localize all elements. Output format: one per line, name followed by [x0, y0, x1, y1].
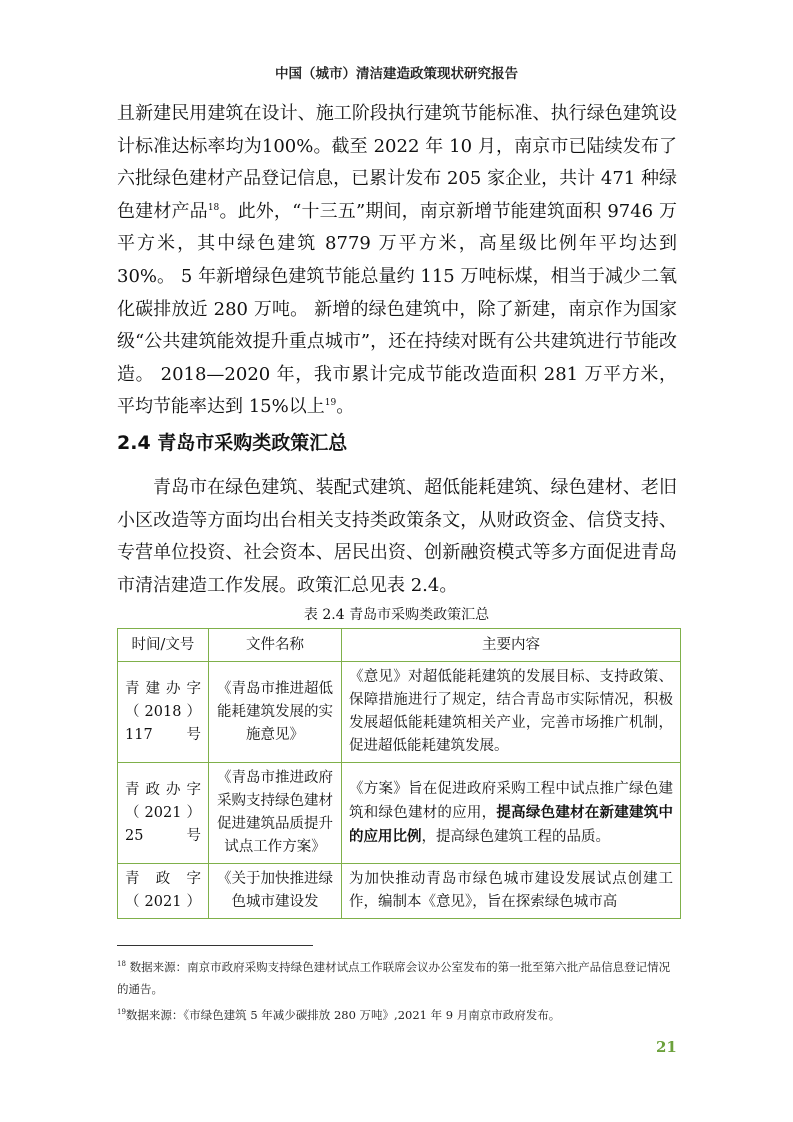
header-main-content: 主要内容 — [342, 629, 681, 662]
footnote-18 — [117, 956, 679, 1000]
footnote-divider — [117, 945, 313, 946]
paragraph-text: 青岛市在绿色建筑、装配式建筑、超低能耗建筑、绿色建材、老旧小区改造等方面均出台相关支持类政策条文，从财政资金、信贷支持、专营单位投资、社会资本、居民出资、创新融资模式等多方面促进青岛市清洁建造工作发展。政策汇总见表 2.4。 — [117, 477, 677, 596]
doc-content: 为加快推动青岛市绿色城市建设发展试点创建工作，编制本《意见》，旨在探索绿色城市高 — [342, 864, 681, 919]
footnote-ref-18[interactable]: 18 — [207, 202, 220, 213]
doc-title: 《关于加快推进绿色城市建设发 — [209, 864, 342, 919]
footnote-text: 数据来源：南京市政府采购支持绿色建材试点工作联席会议办公室发布的第一批至第六批产品信息登记情况的通告。 — [117, 960, 671, 996]
table-row — [118, 763, 681, 864]
doc-title: 《青岛市推进超低能耗建筑发展的实施意见》 — [209, 662, 342, 763]
section-heading: 2.4 青岛市采购类政策汇总 — [117, 432, 348, 454]
body-paragraph-1 — [117, 98, 677, 424]
table-row — [118, 864, 681, 919]
footnote-number: 19 — [117, 1008, 126, 1016]
paragraph-text: 且新建民用建筑在设计、施工阶段执行建筑节能标准、执行绿色建筑设计标准达标率均为100%。截至 2022 年 10 月，南京市已陆续发布了六批绿色建材产品登记信息，已累计发布 205 家企业，共计 471 种绿色建材产品 — [117, 103, 677, 222]
table-header-row — [118, 629, 681, 662]
page-number: 21 — [656, 1038, 677, 1056]
content-emphasis: 提高绿色建材在新建建筑中的应用比例 — [349, 803, 674, 845]
table-caption: 表 2.4 青岛市采购类政策汇总 — [303, 607, 490, 623]
paragraph-text: 。此外，“十三五”期间，南京新增节能建筑面积 9746 万平方米，其中绿色建筑 8779 万平方米，高星级比例年平均达到 30%。 5 年新增绿色建筑节能总量约 115 万吨标煤，相当于减少二氧化碳排放近 280 万吨。 新增的绿色建筑中，除了新建，南京作为国家级“公共建筑能效提升重点城市”，还在持续对既有公共建筑进行节能改造。 2018—2020 年，我市累计完成节能改造面积 281 万平方米，平均节能率达到 15%以上 — [117, 200, 678, 418]
doc-number: 青建办字（2018）117 号 — [118, 662, 209, 763]
running-header: 中国（城市）清洁建造政策现状研究报告 — [275, 66, 518, 82]
footnote-19 — [117, 1004, 679, 1026]
doc-content — [342, 763, 681, 864]
footnote-text: 数据来源：《市绿色建筑 5 年减少碳排放 280 万吨》,2021 年 9 月南京市政府发布。 — [125, 1008, 561, 1022]
doc-title: 《青岛市推进政府采购支持绿色建材促进建筑品质提升试点工作方案》 — [209, 763, 342, 864]
doc-number: 青政办字（2021）25 号 — [118, 763, 209, 864]
footnote-ref-19[interactable]: 19 — [324, 398, 337, 409]
body-paragraph-2 — [117, 472, 677, 602]
header-doc-number: 时间/文号 — [118, 629, 209, 662]
doc-number: 青政字（2021） — [118, 864, 209, 919]
doc-content: 《意见》对超低能耗建筑的发展目标、支持政策、保障措施进行了规定，结合青岛市实际情况，积极发展超低能耗建筑相关产业，完善市场推广机制，促进超低能耗建筑发展。 — [342, 662, 681, 763]
content-text: 《方案》旨在促进政府采购工程中试点推广绿色建筑和绿色建材的应用， — [349, 780, 673, 821]
content-text: ，提高绿色建筑工程的品质。 — [421, 828, 610, 845]
policy-table — [117, 628, 681, 919]
footnote-number: 18 — [117, 960, 126, 968]
footnotes — [117, 956, 679, 1030]
paragraph-text: 。 — [336, 396, 355, 418]
table-row — [118, 662, 681, 763]
header-doc-title: 文件名称 — [209, 629, 342, 662]
